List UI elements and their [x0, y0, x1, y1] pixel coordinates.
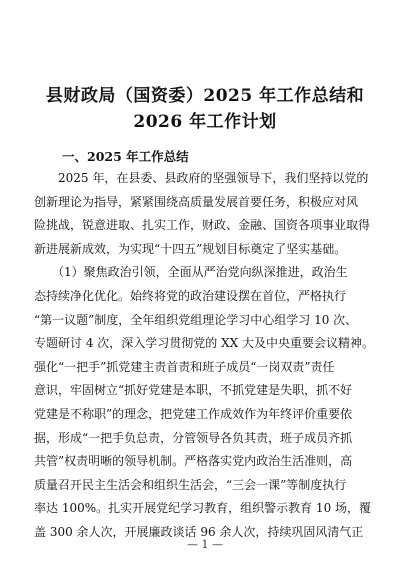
body-line: 党建是不称职”的理念，把党建工作成效作为年终评价重要依: [34, 406, 353, 421]
body-line: 创新理论为指导，紧紧围绕高质量发展首要任务，积极应对风: [34, 194, 359, 209]
section-heading: 一、2025 年工作总结: [62, 149, 189, 164]
body-line: 盖 300 余人次，开展廉政谈话 96 余人次，持续巩固风清气正: [34, 524, 364, 539]
body-line: 态持续净化优化。始终将党的政治建设摆在首位，严格执行: [34, 288, 347, 303]
body-line: “第一议题”制度，全年组织党组理论学习中心组学习 10 次、: [34, 312, 358, 327]
body-line: （1）聚焦政治引领，全面从严治党向纵深推进，政治生: [34, 265, 348, 280]
document-title-line-1: 县财政局（国资委）2025 年工作总结和: [45, 86, 365, 106]
document-title-line-2: 2026 年工作计划: [133, 112, 277, 132]
body-line: 2025 年，在县委、县政府的坚强领导下，我们坚持以党的: [34, 171, 369, 185]
body-line: 新进展新成效，为实现“十四五”规划目标奠定了坚实基础。: [34, 241, 347, 256]
body-text: [34, 167, 378, 545]
body-line: 强化“一把手”抓党建主责首责和班子成员“一岗双责”责任: [34, 359, 335, 374]
page-number: — 1 —: [187, 538, 223, 551]
body-line: 意识，牢固树立“抓好党建是本职，不抓党建是失职，抓不好: [34, 383, 353, 398]
body-line: 率达 100%。扎实开展党纪学习教育，组织警示教育 10 场，覆: [34, 501, 372, 516]
body-line: 共管”权责明晰的领导机制。严格落实党内政治生活准则，高: [34, 454, 353, 469]
body-line: 专题研讨 4 次，深入学习贯彻党的 XX 大及中央重要会议精神。: [34, 336, 374, 351]
body-line: 质量召开民主生活会和组织生活会，“三会一课”等制度执行: [34, 477, 347, 492]
body-line: 险挑战，锐意进取、扎实工作，财政、金融、国资各项事业取得: [34, 218, 371, 233]
body-line: 据，形成“一把手负总责，分管领导各负其责，班子成员齐抓: [34, 430, 353, 445]
